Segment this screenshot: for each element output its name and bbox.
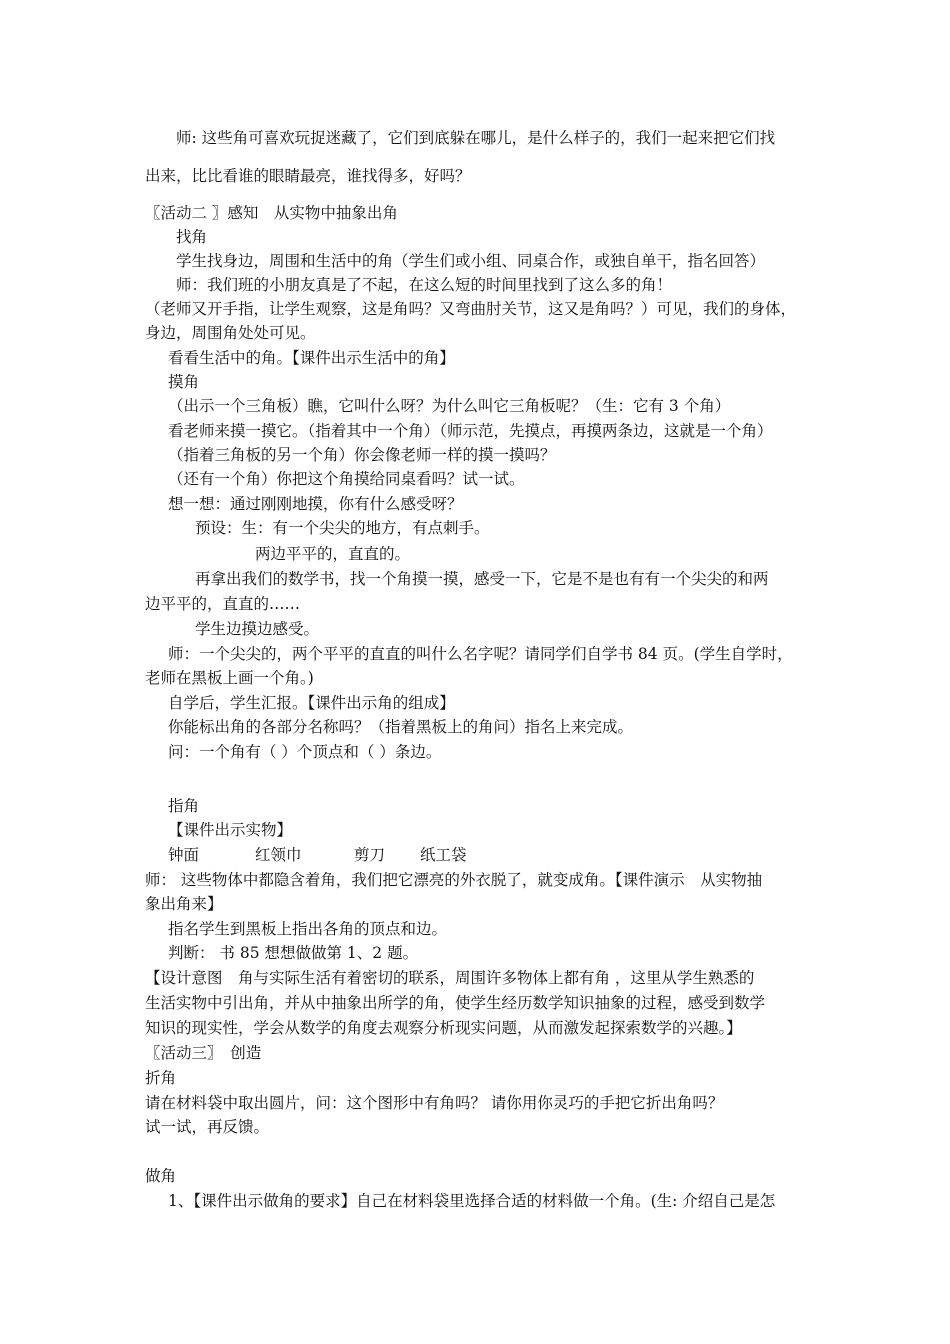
text-line: 自学后，学生汇报。【课件出示角的组成】 — [168, 694, 455, 712]
object-item: 红领巾 — [255, 846, 302, 864]
text-line: 老师在黑板上画一个角。) — [145, 669, 314, 687]
text-line: 再拿出我们的数学书，找一个角摸一摸，感受一下，它是不是也有有一个尖尖的和两 — [195, 570, 769, 588]
subheading: 摸角 — [168, 373, 200, 391]
subheading: 做角 — [145, 1167, 177, 1185]
section-heading: 〖活动二 〗感知 从实物中抽象出角 — [145, 204, 398, 222]
subheading: 指角 — [168, 797, 200, 815]
text-line: 预设：生：有一个尖尖的地方，有点刺手。 — [195, 519, 490, 537]
section-heading: 〖活动三〗 创造 — [145, 1044, 262, 1062]
text-line: （老师又开手指，让学生观察，这是角吗？又弯曲肘关节，这又是角吗？）可见，我们的身体， — [145, 300, 797, 318]
text-line: 指名学生到黑板上指出各角的顶点和边。 — [168, 920, 448, 938]
text-line: 想一想：通过刚刚地摸，你有什么感受呀？ — [168, 495, 463, 513]
text-line: 判断： 书 85 想想做做第 1、2 题。 — [168, 944, 419, 962]
text-line: 你能标出角的各部分名称吗？（指着黑板上的角问）指名上来完成。 — [168, 718, 634, 736]
object-item: 钟面 — [168, 846, 200, 864]
text-line: 问：一个角有（ ）个顶点和（ ）条边。 — [168, 743, 442, 761]
text-line: （出示一个三角板）瞧，它叫什么呀？为什么叫它三角板呢？（生：它有 3 个角） — [168, 397, 731, 415]
text-line: 【课件出示实物】 — [168, 821, 293, 839]
text-line: 两边平平的，直直的。 — [255, 545, 411, 563]
text-line: 象出角来】 — [145, 895, 223, 913]
text-line: 看看生活中的角。【课件出示生活中的角】 — [168, 349, 455, 367]
text-line: 知识的现实性，学会从数学的角度去观察分析现实问题，从而激发起探索数学的兴趣。】 — [145, 1019, 742, 1037]
text-line: 生活实物中引出角，并从中抽象出所学的角，使学生经历数学知识抽象的过程，感受到数学 — [145, 994, 766, 1012]
text-line: 师：一个尖尖的，两个平平的直直的叫什么名字呢？请同学们自学书 84 页。(学生自学时， — [168, 645, 793, 663]
text-line: （指着三角板的另一个角）你会像老师一样的摸一摸吗？ — [168, 446, 556, 464]
text-line: 师： 这些物体中都隐含着角，我们把它漂亮的外衣脱了，就变成角。【课件演示 从实物抽 — [145, 871, 763, 889]
subheading: 折角 — [145, 1069, 177, 1087]
text-line: 学生边摸边感受。 — [195, 620, 320, 638]
text-line: 师: 这些角可喜欢玩捉迷藏了，它们到底躲在哪儿，是什么样子的，我们一起来把它们找 — [176, 129, 776, 147]
subheading: 找角 — [176, 228, 208, 246]
object-item: 剪刀 — [354, 846, 386, 864]
text-line: 出来，比比看谁的眼睛最亮，谁找得多，好吗？ — [145, 167, 471, 185]
text-line: 师：我们班的小朋友真是了不起，在这么短的时间里找到了这么多的角！ — [176, 276, 673, 294]
text-line: 请在材料袋中取出圆片，问：这个图形中有角吗？ 请你用你灵巧的手把它折出角吗？ — [145, 1094, 724, 1112]
object-item: 纸工袋 — [420, 846, 467, 864]
text-line: 1、【课件出示做角的要求】自己在材料袋里选择合适的材料做一个角。(生: 介绍自己是怎 — [168, 1192, 776, 1210]
text-line: 边平平的，直直的…… — [145, 595, 301, 613]
text-line: 看老师来摸一摸它。（指着其中一个角）（师示范，先摸点，再摸两条边，这就是一个角） — [168, 422, 773, 440]
text-line: 学生找身边，周围和生活中的角（学生们或小组、同桌合作，或独自单干，指名回答） — [176, 252, 766, 270]
text-line: 试一试，再反馈。 — [145, 1118, 270, 1136]
text-line: 身边，周围角处处可见。 — [145, 324, 316, 342]
text-line: （还有一个角）你把这个角摸给同桌看吗？试一试。 — [168, 470, 525, 488]
text-line: 【设计意图 角与实际生活有着密切的联系，周围许多物体上都有角 ，这里从学生熟悉的 — [145, 969, 755, 987]
